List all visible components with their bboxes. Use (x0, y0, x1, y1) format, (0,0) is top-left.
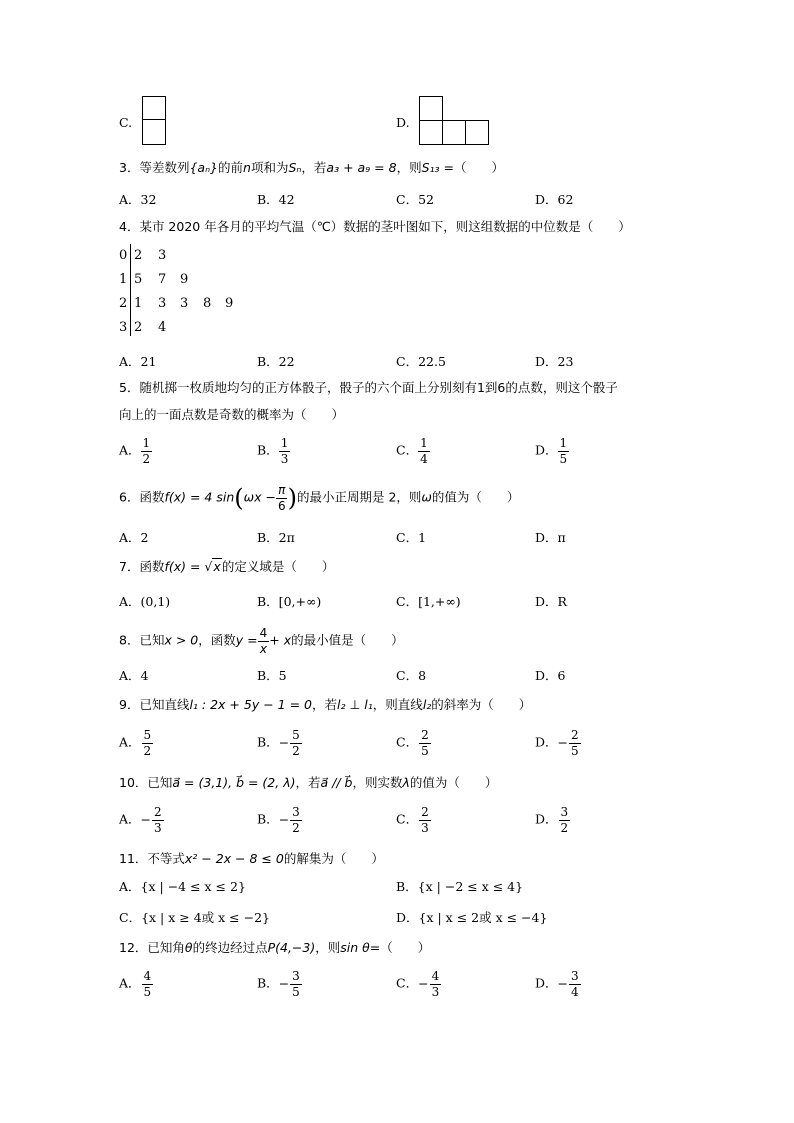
fraction: $\frac{2}{3}$ (154, 805, 162, 835)
fraction: $\frac{3}{5}$ (292, 969, 300, 999)
question-7-option-d[interactable]: D．R (535, 594, 567, 609)
question-12-option-c[interactable]: C．− $\frac{4}{3}$ (396, 969, 440, 999)
question-12-option-d[interactable]: D．− $\frac{3}{4}$ (535, 969, 579, 999)
question-7-option-b[interactable]: B．[0,+∞) (257, 594, 322, 609)
question-8-option-a[interactable]: A．4 (119, 668, 149, 683)
question-5-option-d[interactable]: D． $\frac{1}{5}$ (535, 436, 568, 466)
leaf-value: 3 (158, 296, 167, 311)
question-7-option-a[interactable]: A．(0,1) (119, 594, 171, 609)
leaf-value: 5 (134, 272, 143, 287)
question-5-stem-line-2: 向上的一面点数是奇数的概率为（ ） (119, 407, 345, 422)
question-3-option-c[interactable]: C．52 (396, 192, 434, 207)
figure-square (442, 120, 466, 145)
question-6-option-c[interactable]: C．1 (396, 530, 427, 545)
figure-square (142, 119, 166, 145)
fraction: $\frac{5}{2}$ (292, 728, 300, 758)
question-3-option-a[interactable]: A．32 (119, 192, 157, 207)
fraction: $\frac{4}{x}$ (259, 626, 268, 656)
question-12-option-b[interactable]: B．− $\frac{3}{5}$ (257, 969, 300, 999)
figure-square (465, 120, 489, 145)
question-5-option-b[interactable]: B． $\frac{1}{3}$ (257, 436, 289, 466)
question-5-option-c[interactable]: C． $\frac{1}{4}$ (396, 436, 428, 466)
fraction: $\frac{\pi}{6}$ (277, 483, 286, 513)
question-8-option-b[interactable]: B．5 (257, 668, 287, 683)
fraction: $\frac{1}{5}$ (559, 436, 568, 466)
question-9-stem: 9．已知直线l₁ : 2x + 5y − 1 = 0，若l₂ ⊥ l₁，则直线l₂的斜率为（ ） (119, 697, 532, 712)
leaf-value: 3 (158, 248, 167, 263)
figure-square (419, 120, 443, 145)
question-10-option-c[interactable]: C． $\frac{2}{3}$ (396, 805, 429, 835)
question-9-option-a[interactable]: A． $\frac{5}{2}$ (119, 728, 152, 758)
fraction: $\frac{2}{3}$ (421, 805, 429, 835)
stem-value: 2 (119, 296, 128, 311)
question-8-option-c[interactable]: C．8 (396, 668, 427, 683)
fraction: $\frac{2}{5}$ (571, 728, 579, 758)
option-d-label: D. (396, 115, 410, 130)
question-3-option-d[interactable]: D．62 (535, 192, 574, 207)
leaf-value: 3 (180, 296, 189, 311)
question-8-option-d[interactable]: D．6 (535, 668, 566, 683)
question-4-option-a[interactable]: A．21 (119, 354, 157, 369)
question-10-option-b[interactable]: B．− $\frac{3}{2}$ (257, 805, 300, 835)
question-11-option-c[interactable]: C．{x | x ≥ 4或 x ≤ −2} (119, 910, 270, 925)
question-10-option-a[interactable]: A．− $\frac{2}{3}$ (119, 805, 162, 835)
question-3-stem: 3．等差数列{aₙ}的前n项和为Sₙ，若a₃ + a₉ = 8，则S₁₃ =（ ） (119, 160, 504, 175)
question-4-option-b[interactable]: B．22 (257, 354, 295, 369)
question-5-option-a[interactable]: A． $\frac{1}{2}$ (119, 436, 151, 466)
figure-square (419, 96, 443, 121)
stem-value: 1 (119, 272, 128, 287)
question-5-stem-line-1: 5．随机掷一枚质地均匀的正方体骰子，骰子的六个面上分别刻有1到6的点数，则这个骰子 (119, 380, 618, 395)
leaf-value: 9 (180, 272, 189, 287)
question-7-option-c[interactable]: C．[1,+∞) (396, 594, 461, 609)
question-9-option-d[interactable]: D．− $\frac{2}{5}$ (535, 728, 579, 758)
question-4-option-d[interactable]: D．23 (535, 354, 574, 369)
stem-value: 3 (119, 320, 128, 335)
fraction: $\frac{1}{3}$ (280, 436, 289, 466)
leaf-value: 1 (134, 296, 143, 311)
question-6-option-a[interactable]: A．2 (119, 530, 149, 545)
question-3-option-b[interactable]: B．42 (257, 192, 295, 207)
question-11-option-a[interactable]: A．{x | −4 ≤ x ≤ 2} (119, 879, 246, 894)
question-6-option-d[interactable]: D．π (535, 530, 566, 545)
leaf-value: 8 (203, 296, 212, 311)
question-4-option-c[interactable]: C．22.5 (396, 354, 446, 369)
option-c-label: C. (119, 115, 133, 130)
question-10-option-d[interactable]: D． $\frac{3}{2}$ (535, 805, 569, 835)
question-6-stem: 6．函数f(x) = 4 sin(ωx − $\frac{\pi}{6}$ )的最小正周期是 2，则ω的值为（ ） (119, 483, 520, 513)
fraction: $\frac{1}{4}$ (420, 436, 428, 466)
question-11-option-d[interactable]: D．{x | x ≤ 2或 x ≤ −4} (396, 910, 548, 925)
question-7-stem: 7．函数f(x) = √x的定义域是（ ） (119, 559, 335, 574)
question-11-stem: 11．不等式x² − 2x − 8 ≤ 0的解集为（ ） (119, 851, 384, 866)
fraction: $\frac{2}{5}$ (421, 728, 429, 758)
stem-value: 0 (119, 248, 128, 263)
leaf-value: 2 (134, 320, 143, 335)
leaf-value: 7 (158, 272, 167, 287)
question-12-stem: 12．已知角θ的终边经过点P(4,−3)，则sin θ=（ ） (119, 940, 431, 955)
fraction: $\frac{4}{3}$ (431, 969, 440, 999)
question-6-option-b[interactable]: B．2π (257, 530, 295, 545)
fraction: $\frac{4}{5}$ (143, 969, 152, 999)
fraction: $\frac{3}{2}$ (292, 805, 300, 835)
question-9-option-b[interactable]: B．− $\frac{5}{2}$ (257, 728, 300, 758)
fraction: $\frac{1}{2}$ (142, 436, 151, 466)
leaf-value: 4 (158, 320, 167, 335)
question-4-stem: 4．某市 2020 年各月的平均气温（℃）数据的茎叶图如下，则这组数据的中位数是（ ） (119, 219, 631, 234)
question-11-option-b[interactable]: B．{x | −2 ≤ x ≤ 4} (396, 879, 524, 894)
question-12-option-a[interactable]: A． $\frac{4}{5}$ (119, 969, 152, 999)
figure-square (142, 96, 166, 120)
question-10-stem: 10．已知a⃗ = (3,1), b⃗ = (2, λ)，若a⃗ // b⃗，则实数λ的值为（ ） (119, 775, 498, 790)
leaf-value: 9 (225, 296, 234, 311)
fraction: $\frac{3}{4}$ (571, 969, 579, 999)
fraction: $\frac{5}{2}$ (143, 728, 152, 758)
question-9-option-c[interactable]: C． $\frac{2}{5}$ (396, 728, 429, 758)
question-8-stem: 8．已知x > 0，函数y = $\frac{4}{x}$ + x的最小值是（ ） (119, 626, 404, 656)
fraction: $\frac{3}{2}$ (560, 805, 569, 835)
stem-leaf-divider (130, 244, 131, 336)
leaf-value: 2 (134, 248, 143, 263)
